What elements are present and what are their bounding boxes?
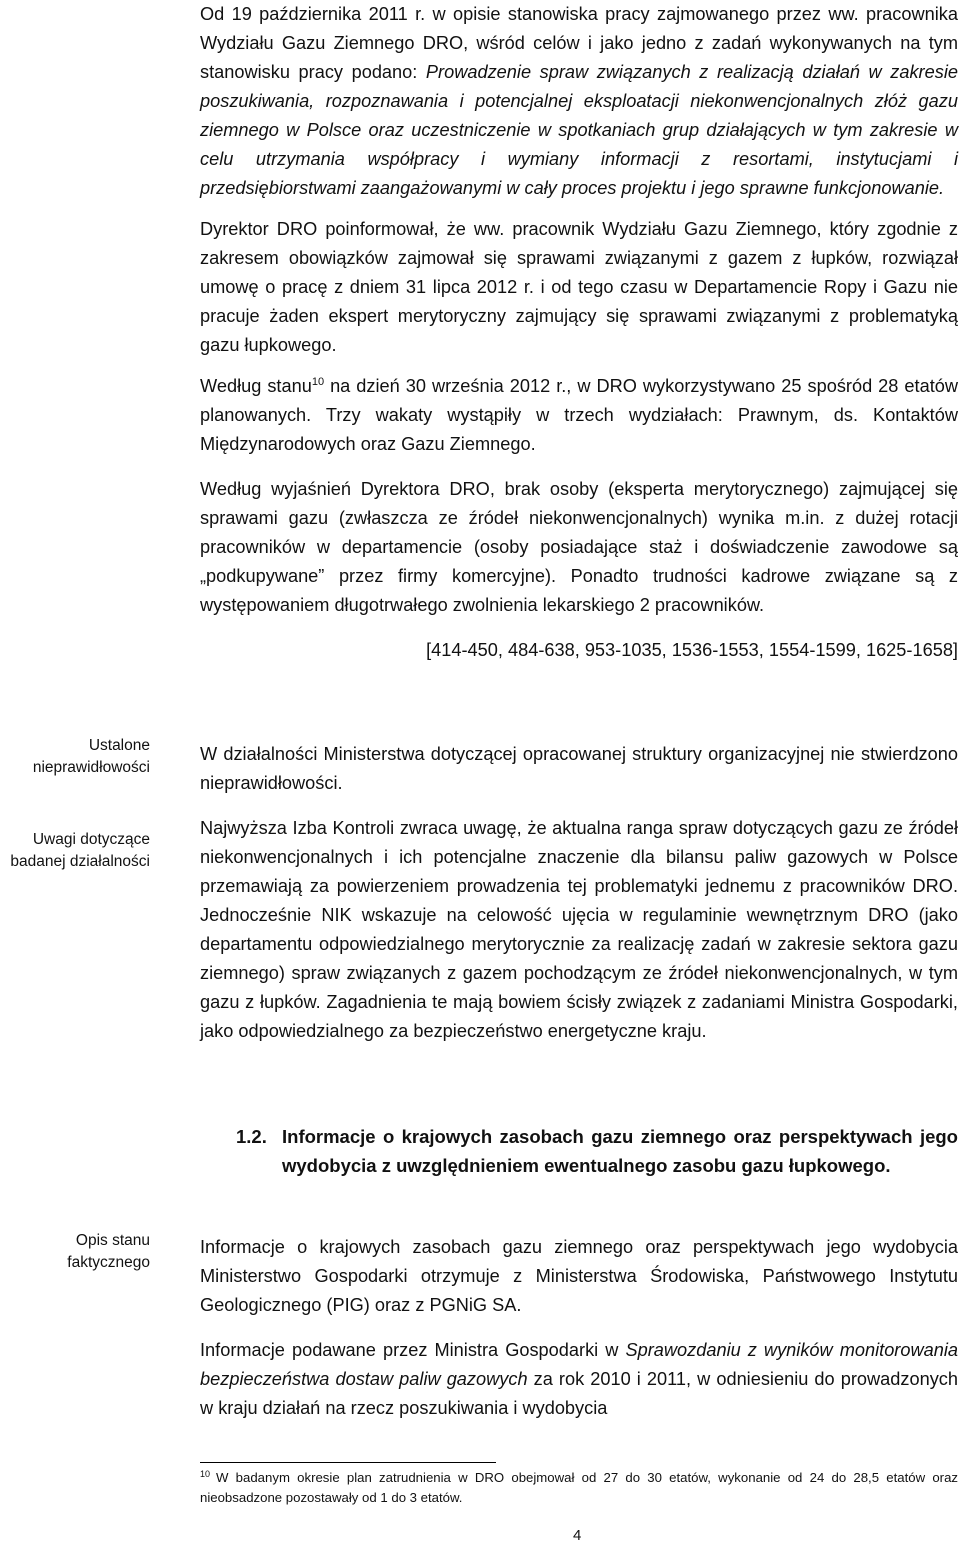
report-title: Sprawozdaniu z wyników monitorowania bezpieczeństwa dostaw paliw gazowych	[200, 1340, 958, 1389]
section-title: Informacje o krajowych zasobach gazu ziemnego oraz perspektywach jego wydobycia z uwzględnieniem ewentualnego zasobu gazu łupkowego.	[282, 1126, 958, 1176]
footnote-mark: 10	[200, 1468, 211, 1479]
footnote-ref[interactable]: 10	[311, 375, 325, 388]
paragraph-sources: Informacje o krajowych zasobach gazu ziemnego oraz perspektywach jego wydobycia Ministerstwo Gospodarki otrzymuje z Ministerstwa Środowiska, Państwowego Instytutu Geologicznego (PIG) oraz z PGNiG SA.	[200, 1237, 958, 1315]
main-text-block-3	[200, 1233, 958, 1423]
section-heading	[236, 1122, 958, 1180]
paragraph-quote: Prowadzenie spraw związanych z realizacją działań w zakresie poszukiwania, rozpoznawania i potencjalnej eksploatacji niekonwencjonalnych złóż gazu ziemnego w Polsce oraz uczestniczenie w spotkaniach grup działających w tym zakresie w celu utrzymania współpracy i wymiany informacji z resortami, instytucjami i przedsiębiorstwami zaangażowanymi w cały proces projektu i jego sprawne funkcjonowanie.	[200, 62, 958, 198]
footnote	[200, 1468, 958, 1508]
footnote-text: W badanym okresie plan zatrudnienia w DRO obejmował od 27 do 30 etatów, wykonanie od 24 do 28,5 etatów oraz nieobsadzone pozostawały od 1 do 3 etatów.	[200, 1470, 958, 1505]
sidebar-opis: Opis stanu faktycznego	[67, 1232, 150, 1271]
page-number: 4	[573, 1527, 582, 1544]
paragraph-nik-remarks: Najwyższa Izba Kontroli zwraca uwagę, że aktualna ranga spraw dotyczących gazu ze źródeł niekonwencjonalnych i ich potencjalne znaczenie dla bilansu paliw gazowych w Polsce przemawiają za powierzeniem prowadzenia tej problematyki jednemu z pracowników DRO. Jednocześnie NIK wskazuje na celowość ujęcia w regulaminie wewnętrznym DRO (jako departamentu odpowiedzialnego merytorycznie za realizację zadań w zakresie sektora gazu ziemnego) spraw związanych z gazem pochodzącym ze źródeł niekonwencjonalnych, w tym gazu z łupków. Zagadnienia te mają bowiem ścisły związek z zadaniami Ministra Gospodarki, jako odpowiedzialnego za bezpieczeństwo energetyczne kraju.	[200, 818, 958, 1041]
paragraph-report: Informacje podawane przez Ministra Gospodarki w Sprawozdaniu z wyników monitorowania bezpieczeństwa dostaw paliw gazowych za rok 2010 i 2011, w odniesieniu do prowadzonych w kraju działań na rzecz poszukiwania i wydobycia	[200, 1340, 959, 1418]
section-number: 1.2.	[236, 1126, 267, 1147]
sidebar-uwagi: Uwagi dotyczące badanej działalności	[10, 831, 150, 870]
paragraph-lead: Od 19 października 2011 r. w opisie stanowiska pracy zajmowanego przez ww. pracownika Wydziału Gazu Ziemnego DRO, wśród celów i jako jedno z zadań wykonywanych na tym stanowisku pracy podano:	[200, 4, 958, 82]
paragraph-no-irregularities: W działalności Ministerstwa dotyczącej opracowanej struktury organizacyjnej nie stwierdzono nieprawidłowości.	[200, 744, 958, 793]
paragraph-staffing: Według stanu$^{10}$ na dzień 30 września 2012 r., w DRO wykorzystywano 25 spośród 28 etatów planowanych. Trzy wakaty wystąpiły w trzech wydziałach: Prawnym, ds. Kontaktów Międzynarodowych oraz Gazu Ziemnego.	[200, 375, 958, 454]
reference-range: [414-450, 484-638, 953-1035, 1536-1553, 1554-1599, 1625-1658]	[426, 640, 958, 660]
paragraph-explanation: Według wyjaśnień Dyrektora DRO, brak osoby (eksperta merytorycznego) zajmującej się sprawami gazu (zwłaszcza ze źródeł niekonwencjonalnych) wynika m.in. z dużej rotacji pracowników w departamencie (osoby posiadające staż i doświadczenie zawodowe są „podkupywane” przez firmy komercyjne). Ponadto trudności kadrowe związane są z występowaniem długotrwałego zwolnienia lekarskiego 2 pracowników.	[200, 479, 958, 615]
paragraph-job-description	[200, 0, 958, 203]
footnote-divider	[200, 1462, 496, 1463]
main-text-block-2	[200, 740, 958, 1046]
paragraph-director-info: Dyrektor DRO poinformował, że ww. pracownik Wydziału Gazu Ziemnego, który zgodnie z zakresem obowiązków zajmował się sprawami związanymi z gazem z łupków, rozwiązał umowę o pracę z dniem 31 lipca 2012 r. i od tego czasu w Departamencie Ropy i Gazu nie pracuje żaden ekspert merytoryczny zajmujący się sprawami związanymi z problematyką gazu łupkowego.	[200, 219, 958, 355]
main-text-block-1	[200, 0, 958, 665]
sidebar-ustalone: Ustalone nieprawidłowości	[32, 737, 150, 776]
